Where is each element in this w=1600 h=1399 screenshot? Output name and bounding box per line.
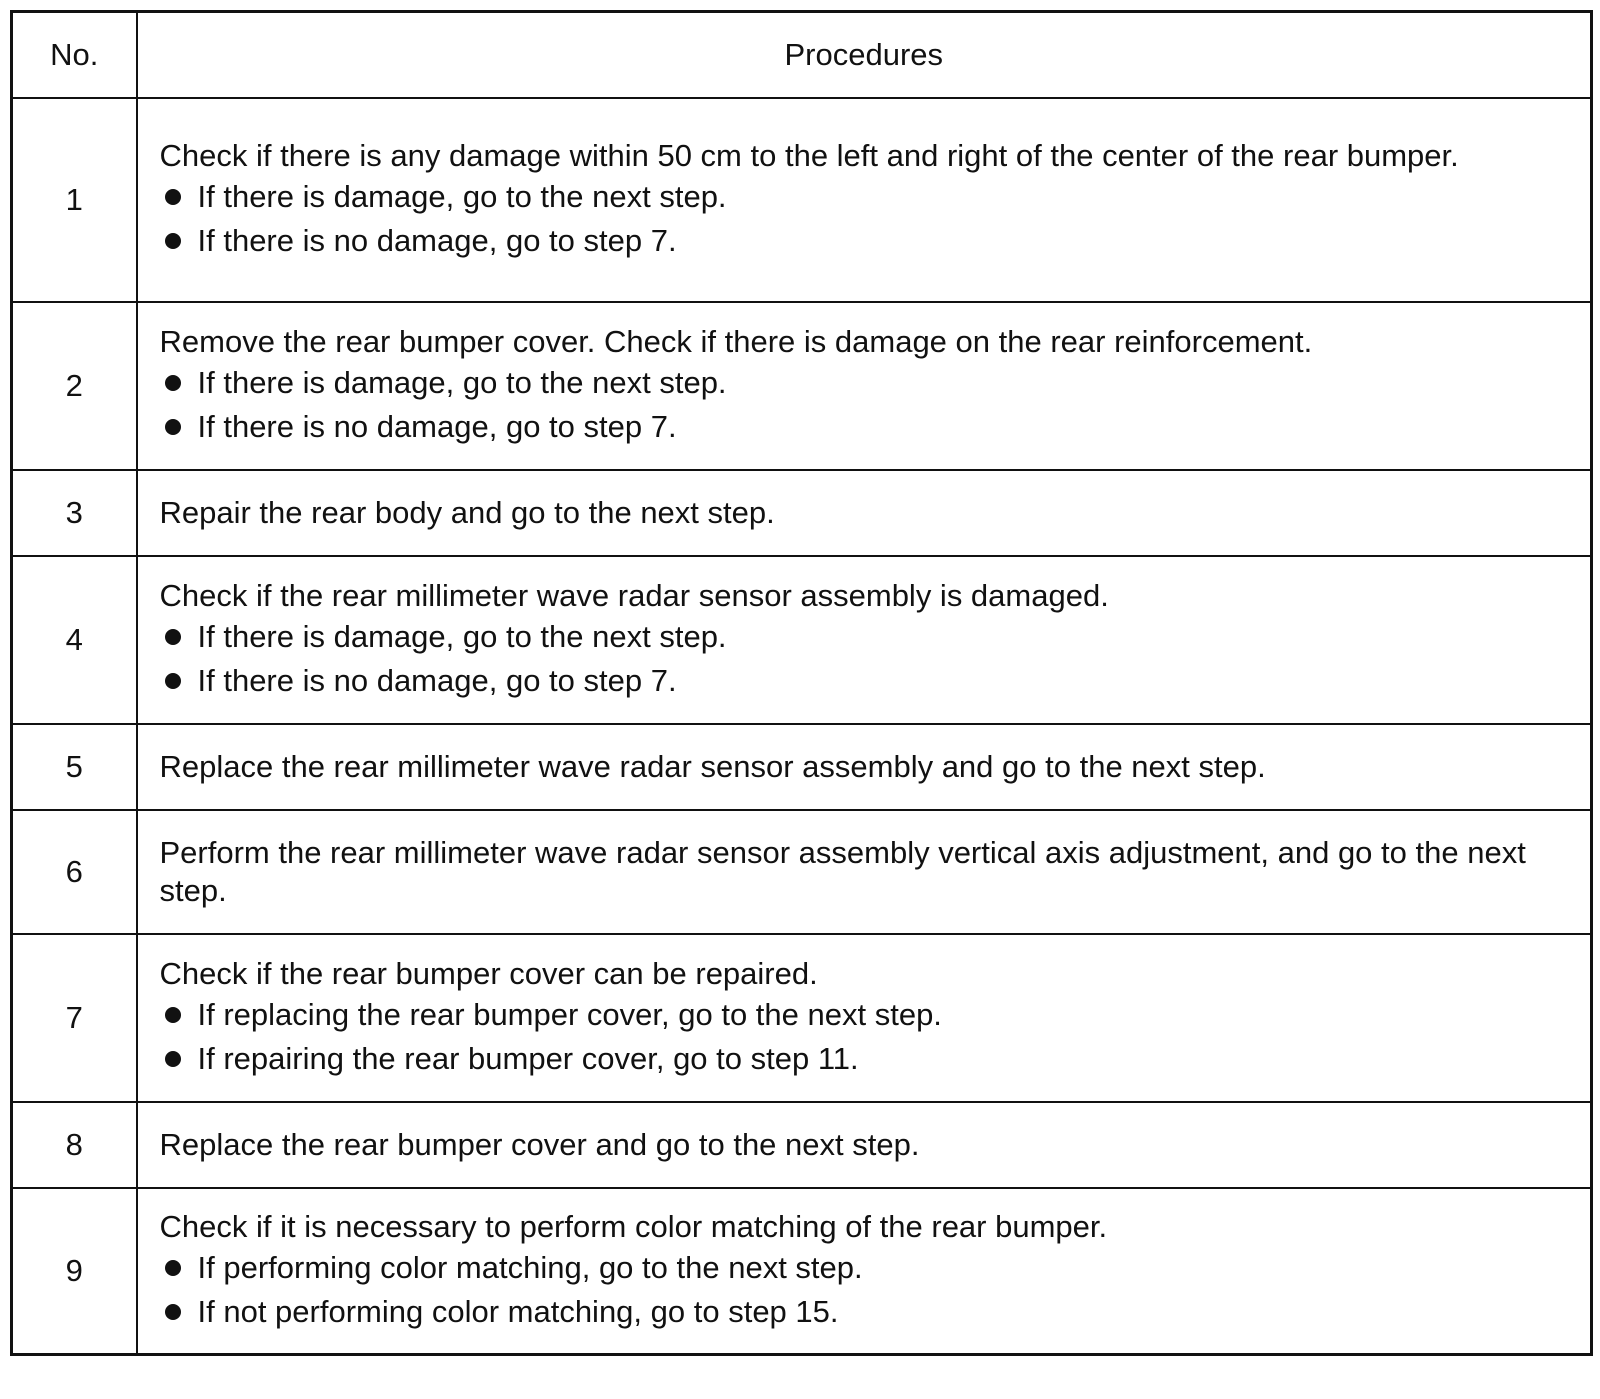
procedure-text: Check if there is any damage within 50 cm to the left and right of the center of the rear bumper.	[159, 138, 1459, 173]
procedure-text: Remove the rear bumper cover. Check if there is damage on the rear reinforcement.	[159, 324, 1313, 359]
step-number: 8	[12, 1102, 137, 1188]
bullet-item: If not performing color matching, go to step 15.	[160, 1290, 1569, 1334]
procedure-bullets	[160, 361, 1569, 449]
procedure-text: Replace the rear bumper cover and go to the next step.	[159, 1127, 920, 1162]
table-row	[12, 98, 1592, 302]
procedure-text: Replace the rear millimeter wave radar sensor assembly and go to the next step.	[159, 749, 1266, 784]
procedure-cell	[137, 724, 1592, 810]
bullet-item: If there is no damage, go to step 7.	[160, 659, 1569, 703]
procedure-bullets	[160, 993, 1569, 1081]
step-number: 1	[12, 98, 137, 302]
step-number: 4	[12, 556, 137, 724]
procedure-bullets	[160, 615, 1569, 703]
bullet-item: If there is no damage, go to step 7.	[160, 405, 1569, 449]
bullet-item: If performing color matching, go to the next step.	[160, 1246, 1569, 1290]
procedure-cell	[137, 1102, 1592, 1188]
step-number: 3	[12, 470, 137, 556]
table-header-row	[12, 12, 1592, 99]
procedure-bullets	[160, 175, 1569, 263]
table-row	[12, 934, 1592, 1102]
step-number: 6	[12, 810, 137, 934]
table-row	[12, 724, 1592, 810]
procedure-cell	[137, 1188, 1592, 1354]
procedures-table	[10, 10, 1593, 1356]
procedure-cell	[137, 98, 1592, 302]
bullet-item: If there is damage, go to the next step.	[160, 361, 1569, 405]
procedure-text: Perform the rear millimeter wave radar sensor assembly vertical axis adjustment, and go to the next step.	[159, 835, 1526, 908]
table-body	[12, 98, 1592, 1354]
procedure-text: Check if it is necessary to perform color matching of the rear bumper.	[159, 1208, 1108, 1244]
bullet-item: If there is damage, go to the next step.	[160, 615, 1569, 659]
table-row	[12, 556, 1592, 724]
procedure-cell	[137, 810, 1592, 934]
bullet-item: If there is damage, go to the next step.	[160, 175, 1569, 219]
table-row	[12, 1102, 1592, 1188]
procedure-text: Check if the rear millimeter wave radar sensor assembly is damaged.	[159, 578, 1109, 613]
step-number: 7	[12, 934, 137, 1102]
procedure-bullets	[160, 1246, 1569, 1334]
table-row	[12, 470, 1592, 556]
procedure-cell	[137, 302, 1592, 470]
header-no: No.	[12, 12, 137, 99]
step-number: 9	[12, 1188, 137, 1354]
step-number: 2	[12, 302, 137, 470]
procedure-cell	[137, 934, 1592, 1102]
bullet-item: If replacing the rear bumper cover, go to the next step.	[160, 993, 1569, 1037]
header-procedures: Procedures	[137, 12, 1592, 99]
procedure-cell	[137, 470, 1592, 556]
table-row	[12, 302, 1592, 470]
table-row	[12, 1188, 1592, 1354]
bullet-item: If there is no damage, go to step 7.	[160, 219, 1569, 263]
procedure-text: Repair the rear body and go to the next step.	[159, 495, 775, 530]
step-number: 5	[12, 724, 137, 810]
procedure-cell	[137, 556, 1592, 724]
table-row	[12, 810, 1592, 934]
bullet-item: If repairing the rear bumper cover, go to step 11.	[160, 1037, 1569, 1081]
procedure-text: Check if the rear bumper cover can be repaired.	[159, 956, 818, 991]
